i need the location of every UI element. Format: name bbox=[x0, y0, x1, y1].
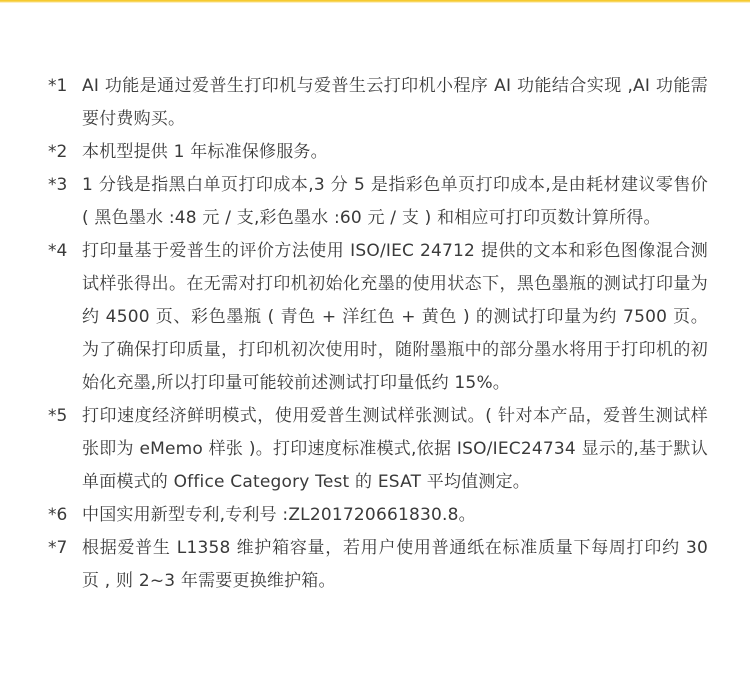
footnote-text: AI 功能是通过爱普生打印机与爱普生云打印机小程序 AI 功能结合实现 ,AI 功能需要付费购买。 bbox=[82, 76, 708, 129]
footnote-marker: *2 bbox=[48, 142, 68, 162]
footnote-3 bbox=[48, 169, 708, 235]
footnote-2 bbox=[48, 136, 708, 169]
footnote-text: 打印速度经济鲜明模式，使用爱普生测试样张测试。( 针对本产品，爱普生测试样张即为 eMemo 样张 )。打印速度标准模式,依据 ISO/IEC24734 显示的,基于默认单面模式的 Office Category Test 的 ESAT 平均值测定。 bbox=[82, 406, 708, 492]
footnote-1 bbox=[48, 70, 708, 136]
footnote-text: 打印量基于爱普生的评价方法使用 ISO/IEC 24712 提供的文本和彩色图像混合测试样张得出。在无需对打印机初始化充墨的使用状态下，黑色墨瓶的测试打印量为约 4500 页、彩色墨瓶 ( 青色 + 洋红色 + 黄色 ) 的测试打印量为约 7500 页。为了确保打印质量，打印机初次使用时，随附墨瓶中的部分墨水将用于打印机的初始化充墨,所以打印量可能较前述测试打印量低约 15%。 bbox=[82, 241, 708, 393]
footnote-6 bbox=[48, 499, 708, 532]
footnote-text: 根据爱普生 L1358 维护箱容量，若用户使用普通纸在标准质量下每周打印约 30 页 , 则 2~3 年需要更换维护箱。 bbox=[82, 538, 708, 591]
footnote-7 bbox=[48, 532, 708, 598]
footnote-marker: *7 bbox=[48, 538, 68, 558]
footnote-4 bbox=[48, 235, 708, 400]
footnote-text: 1 分钱是指黑白单页打印成本,3 分 5 是指彩色单页打印成本,是由耗材建议零售价 ( 黑色墨水 :48 元 / 支,彩色墨水 :60 元 / 支 ) 和相应可打印页数计算所得。 bbox=[82, 175, 708, 228]
footnote-marker: *1 bbox=[48, 76, 68, 96]
footnote-marker: *5 bbox=[48, 406, 68, 426]
top-accent-bar bbox=[0, 0, 750, 3]
footnote-text: 中国实用新型专利,专利号 :ZL201720661830.8。 bbox=[82, 505, 476, 525]
footnote-marker: *3 bbox=[48, 175, 68, 195]
footnote-marker: *6 bbox=[48, 505, 68, 525]
footnote-text: 本机型提供 1 年标准保修服务。 bbox=[82, 142, 328, 162]
footnotes-list bbox=[48, 70, 708, 598]
footnote-marker: *4 bbox=[48, 241, 68, 261]
footnote-5 bbox=[48, 400, 708, 499]
